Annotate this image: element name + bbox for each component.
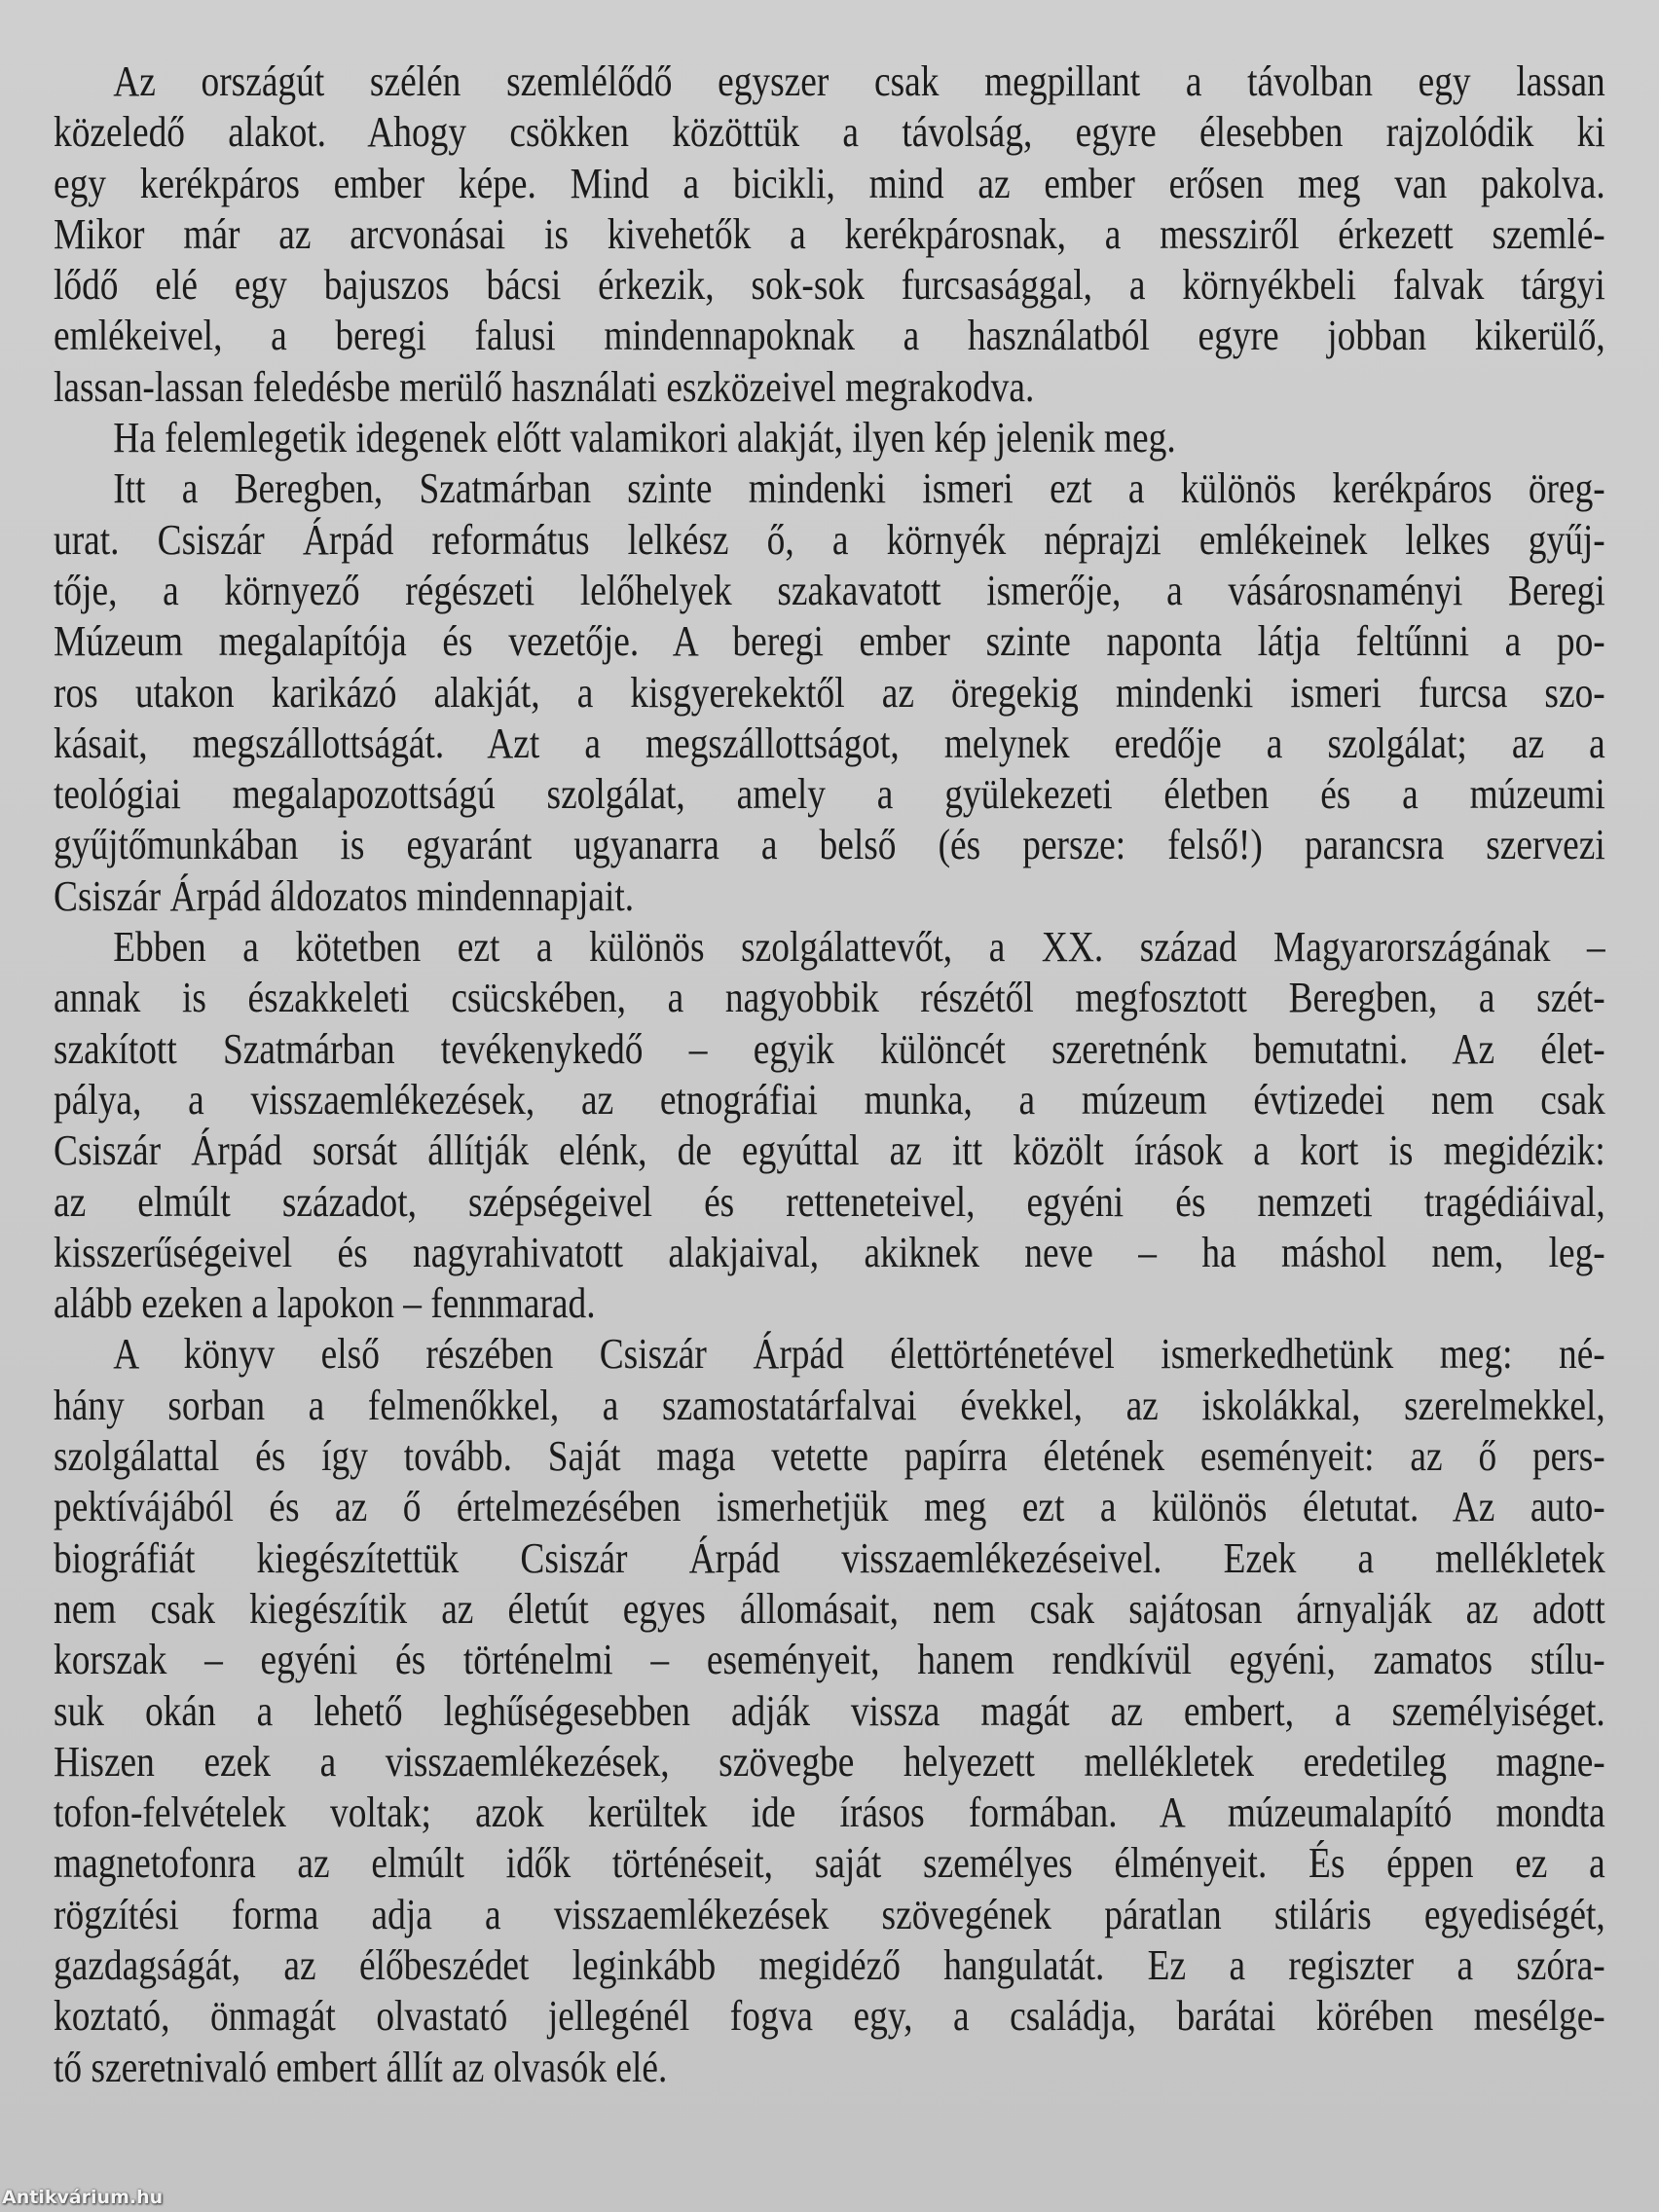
text-line: koztató, önmagát olvastató jellegénél fogva egy, a családja, barátai körében mesélge-	[54, 1992, 1605, 2041]
text-line: teológiai megalapozottságú szolgálat, amely a gyülekezeti életben és a múzeumi	[54, 770, 1605, 819]
text-line: biográfiát kiegészítettük Csiszár Árpád visszaemlékezéseivel. Ezek a mellékletek	[54, 1533, 1605, 1582]
text-line: Ebben a kötetben ezt a különös szolgálattevőt, a XX. század Magyarországának –	[113, 923, 1605, 972]
text-line: emlékeivel, a beregi falusi mindennapoknak a használatból egyre jobban kikerülő,	[54, 312, 1605, 360]
text-line: gyűjtőmunkában is egyaránt ugyanarra a belső (és persze: felső!) parancsra szervezi	[54, 821, 1605, 869]
text-line: Ha felemlegetik idegenek előtt valamikori alakját, ilyen kép jelenik meg.	[113, 414, 1176, 462]
body-text	[54, 56, 1605, 2093]
text-line: Hiszen ezek a visszaemlékezések, szövegbe helyezett mellékletek eredetileg magne-	[54, 1737, 1605, 1786]
text-line: szakított Szatmárban tevékenykedő – egyik különcét szeretnénk bemutatni. Az élet-	[54, 1024, 1605, 1073]
text-line: lődő elé egy bajuszos bácsi érkezik, sok-sok furcsasággal, a környékbeli falvak tárgyi	[54, 261, 1605, 310]
text-line: kásait, megszállottságát. Azt a megszállottságot, melynek eredője a szolgálat; az a	[54, 719, 1605, 767]
text-line: nem csak kiegészítik az életút egyes állomásait, nem csak sajátosan árnyalják az adott	[54, 1584, 1605, 1633]
text-line: hány sorban a felmenőkkel, a szamostatárfalvai évekkel, az iskolákkal, szerelmekkel,	[54, 1381, 1605, 1429]
text-line: annak is északkeleti csücskében, a nagyobbik részétől megfosztott Beregben, a szét-	[54, 974, 1605, 1022]
text-line: A könyv első részében Csiszár Árpád élettörténetével ismerkedhetünk meg: né-	[113, 1330, 1605, 1379]
text-line: tő szeretnivaló embert állít az olvasók elé.	[54, 2043, 668, 2091]
text-line: lassan-lassan feledésbe merülő használati eszközeivel megrakodva.	[54, 362, 1035, 411]
text-line: gazdagságát, az élőbeszédet leginkább megidéző hangulatát. Ez a regiszter a szóra-	[54, 1940, 1605, 1989]
text-line: alább ezeken a lapokon – fennmarad.	[54, 1279, 596, 1328]
paragraph	[54, 463, 1605, 922]
text-line: tofon-felvételek voltak; azok kerültek ide írásos formában. A múzeumalapító mondta	[54, 1788, 1605, 1837]
text-line: Múzeum megalapítója és vezetője. A beregi ember szinte naponta látja feltűnni a po-	[54, 617, 1605, 666]
text-line: Csiszár Árpád áldozatos mindennapjait.	[54, 871, 635, 920]
text-line: urat. Csiszár Árpád református lelkész ő, a környék néprajzi emlékeinek lelkes gyűj-	[54, 515, 1605, 564]
text-line: ros utakon karikázó alakját, a kisgyerekektől az öregekig mindenki ismeri furcsa szo-	[54, 668, 1605, 717]
text-line: korszak – egyéni és történelmi – eseményeit, hanem rendkívül egyéni, zamatos stílu-	[54, 1636, 1605, 1684]
text-line: Itt a Beregben, Szatmárban szinte mindenki ismeri ezt a különös kerékpáros öreg-	[113, 464, 1605, 513]
text-line: tője, a környező régészeti lelőhelyek szakavatott ismerője, a vásárosnaményi Beregi	[54, 566, 1605, 614]
text-line: szolgálattal és így tovább. Saját maga vetette papírra életének eseményeit: az ő pers-	[54, 1432, 1605, 1481]
watermark: Antikvárium.hu	[2, 2187, 164, 2208]
text-line: kisszerűségeivel és nagyrahivatott alakjaival, akiknek neve – ha máshol nem, leg-	[54, 1228, 1605, 1276]
text-line: Csiszár Árpád sorsát állítják elénk, de egyúttal az itt közölt írások a kort is megidézik:	[54, 1126, 1605, 1175]
text-line: pálya, a visszaemlékezések, az etnográfiai munka, a múzeum évtizedei nem csak	[54, 1075, 1605, 1124]
paragraph	[54, 413, 1605, 463]
paragraph	[54, 1329, 1605, 2092]
text-line: Mikor már az arcvonásai is kivehetők a kerékpárosnak, a messziről érkezett szemlé-	[54, 209, 1605, 258]
paragraph	[54, 922, 1605, 1329]
text-line: pektívájából és az ő értelmezésében ismerhetjük meg ezt a különös életutat. Az auto-	[54, 1483, 1605, 1531]
text-line: rögzítési forma adja a visszaemlékezések szövegének páratlan stiláris egyediségét,	[54, 1890, 1605, 1938]
paragraph	[54, 56, 1605, 413]
text-line: suk okán a lehető leghűségesebben adják vissza magát az embert, a személyiséget.	[54, 1686, 1605, 1735]
text-line: közeledő alakot. Ahogy csökken közöttük a távolság, egyre élesebben rajzolódik ki	[54, 108, 1605, 157]
text-line: magnetofonra az elmúlt idők történéseit, saját személyes élményeit. És éppen ez a	[54, 1839, 1605, 1888]
text-line: Az országút szélén szemlélődő egyszer csak megpillant a távolban egy lassan	[113, 57, 1605, 105]
text-line: az elmúlt századot, szépségeivel és retteneteivel, egyéni és nemzeti tragédiáival,	[54, 1177, 1605, 1226]
text-line: egy kerékpáros ember képe. Mind a bicikli, mind az ember erősen meg van pakolva.	[54, 159, 1605, 207]
